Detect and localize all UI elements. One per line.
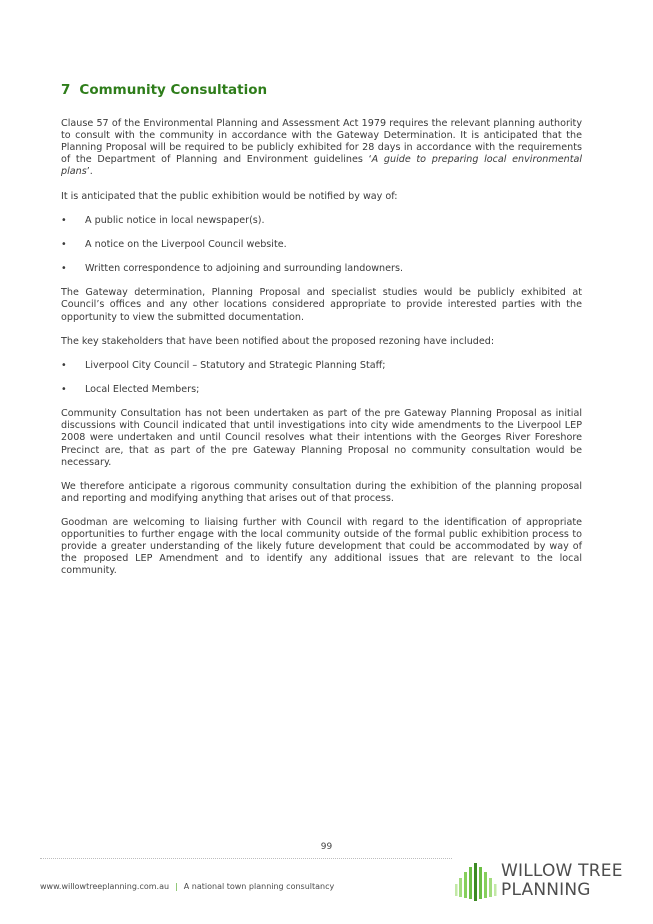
bullet-icon: • [61, 214, 67, 226]
willow-tree-icon [453, 861, 499, 903]
company-logo [453, 858, 623, 906]
paragraph-stakeholders-intro: The key stakeholders that have been notified about the proposed rezoning have included: [61, 335, 495, 347]
list-item [61, 360, 582, 372]
list-item [61, 239, 582, 251]
notification-methods-list [61, 215, 582, 275]
paragraph-rigorous-consultation: We therefore anticipate a rigorous community consultation during the exhibition of the planning proposal and reporting and modifying anything that arises out of that process. [61, 480, 582, 504]
bullet-icon: • [61, 263, 67, 275]
section-body [61, 118, 582, 590]
list-item-text: A notice on the Liverpool Council website. [85, 238, 287, 250]
list-item [61, 215, 582, 227]
website-link[interactable]: www.willowtreeplanning.com.au [40, 882, 170, 891]
paragraph-statutory-requirement [61, 118, 582, 178]
logo-line-2: PLANNING [501, 880, 591, 900]
list-item-text: A public notice in local newspaper(s). [85, 214, 265, 226]
footer-contact [40, 882, 334, 891]
paragraph-text: Clause 57 of the Environmental Planning and Assessment Act 1979 requires the relevant planning authority to consult with the community in accordance with the Gateway Determination. It is anticipated that the Planning Proposal will be required to be publicly exhibited for 28 days in accordance with the requirements of the Department of Planning and Environment guidelines ‘ [61, 118, 582, 166]
footer-tagline: A national town planning consultancy [183, 882, 335, 891]
footer-separator: | [175, 882, 178, 891]
bullet-icon: • [61, 359, 67, 371]
page-number: 99 [320, 842, 333, 852]
stakeholders-list [61, 360, 582, 396]
logo-line-1: WILLOW TREE [501, 861, 623, 881]
list-item [61, 384, 582, 396]
paragraph-pre-gateway: Community Consultation has not been undertaken as part of the pre Gateway Planning Proposal as initial discussions with Council indicated that until investigations into city wide amendments to the Liverpool LEP 2008 were undertaken and until Council resolves what their intentions with the Georges River Foreshore Precinct are, that as part of the pre Gateway Planning Proposal no community consultation would be necessary. [61, 408, 582, 468]
paragraph-text-end: ’. [86, 166, 93, 178]
list-item-text: Liverpool City Council – Statutory and Strategic Planning Staff; [85, 359, 386, 371]
paragraph-further-engagement: Goodman are welcoming to liaising further with Council with regard to the identification of appropriate opportunities to further engage with the local community outside of the formal public exhibition process to provide a greater understanding of the likely future development that could be accommodated by way of the proposed LEP Amendment and to identify any additional issues that are relevant to the local community. [61, 517, 582, 577]
guideline-title: A guide to preparing local environmental plans [61, 154, 583, 178]
paragraph-exhibition-intro: It is anticipated that the public exhibition would be notified by way of: [61, 190, 398, 202]
logo-wordmark [501, 862, 623, 900]
section-heading [61, 82, 267, 98]
bullet-icon: • [61, 384, 67, 396]
list-item-text: Local Elected Members; [85, 384, 200, 396]
list-item-text: Written correspondence to adjoining and surrounding landowners. [85, 263, 404, 275]
bullet-icon: • [61, 238, 67, 250]
section-title: Community Consultation [79, 82, 268, 98]
list-item [61, 263, 582, 275]
footer-divider [40, 858, 452, 859]
paragraph-exhibition-locations: The Gateway determination, Planning Proposal and specialist studies would be publicly exhibited at Council’s offices and any other locations considered appropriate to provide interested parties with the opportunity to view the submitted documentation. [61, 287, 582, 323]
section-number: 7 [61, 82, 71, 98]
